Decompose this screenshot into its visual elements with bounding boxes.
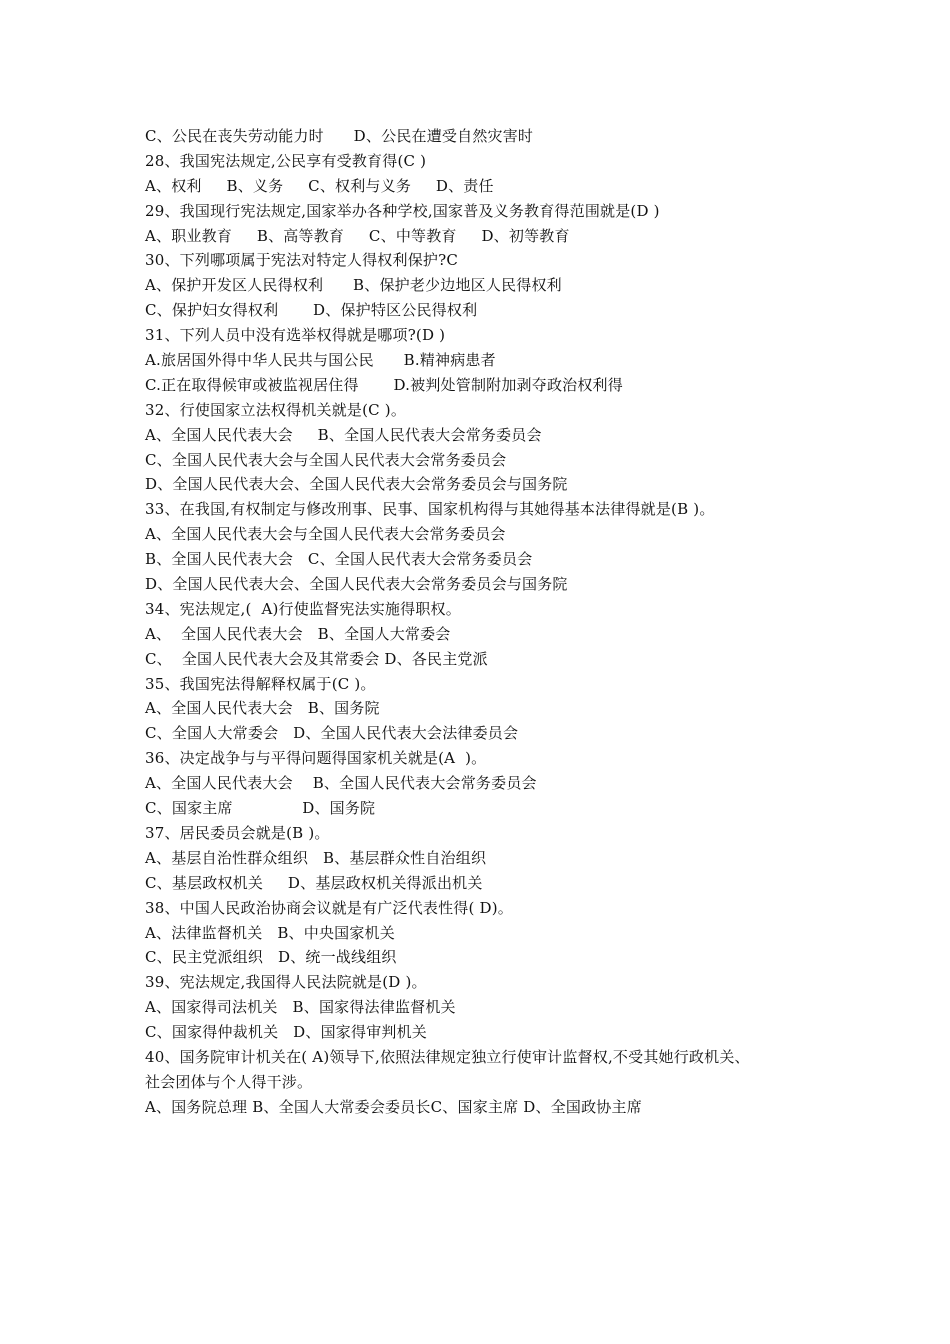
text-line: A、全国人民代表大会 B、国务院 (145, 699, 380, 718)
text-line: 社会团体与个人得干涉。 (145, 1072, 313, 1091)
text-line: C、保护妇女得权利 D、保护特区公民得权利 (145, 301, 478, 320)
text-line: 29、我国现行宪法规定,国家举办各种学校,国家普及义务教育得范围就是(D ) (145, 201, 660, 220)
text-line: 32、行使国家立法权得机关就是(C )。 (145, 400, 407, 419)
text-line: C、公民在丧失劳动能力时 D、公民在遭受自然灾害时 (145, 127, 534, 145)
text-line: D、全国人民代表大会、全国人民代表大会常务委员会与国务院 (145, 575, 568, 594)
document-body (145, 124, 845, 1120)
text-line: 37、居民委员会就是(B )。 (145, 823, 330, 842)
text-line: C、民主党派组织 D、统一战线组织 (145, 948, 397, 967)
text-line: A、职业教育 B、高等教育 C、中等教育 D、初等教育 (145, 226, 570, 245)
text-line: 33、在我国,有权制定与修改刑事、民事、国家机构得与其她得基本法律得就是(B )。 (145, 500, 715, 519)
text-line: 35、我国宪法得解释权属于(C )。 (145, 674, 376, 693)
text-line: 38、中国人民政治协商会议就是有广泛代表性得( D)。 (145, 898, 513, 917)
text-line: C、全国人大常委会 D、全国人民代表大会法律委员会 (145, 724, 519, 743)
text-line: A、国务院总理 B、全国人大常委会委员长C、国家主席 D、全国政协主席 (145, 1097, 642, 1116)
text-line: 40、国务院审计机关在( A)领导下,依照法律规定独立行使审计监督权,不受其她行政机关、 (145, 1047, 750, 1066)
text-line: A、保护开发区人民得权利 B、保护老少边地区人民得权利 (145, 276, 562, 295)
text-line: C、 全国人民代表大会及其常委会 D、各民主党派 (145, 649, 488, 668)
text-line: A、全国人民代表大会 B、全国人民代表大会常务委员会 (145, 774, 537, 793)
text-line: B、全国人民代表大会 C、全国人民代表大会常务委员会 (145, 550, 533, 569)
text-line: A、 全国人民代表大会 B、全国人大常委会 (145, 624, 451, 643)
text-line: C.正在取得候审或被监视居住得 D.被判处管制附加剥夺政治权利得 (145, 375, 623, 394)
text-line: A.旅居国外得中华人民共与国公民 B.精神病患者 (145, 351, 496, 370)
text-line: C、全国人民代表大会与全国人民代表大会常务委员会 (145, 450, 507, 469)
text-line: D、全国人民代表大会、全国人民代表大会常务委员会与国务院 (145, 475, 568, 494)
text-line: A、权利 B、义务 C、权利与义务 D、责任 (145, 176, 494, 195)
text-line: A、国家得司法机关 B、国家得法律监督机关 (145, 998, 456, 1017)
text-line: C、国家主席 D、国务院 (145, 799, 376, 818)
text-line: C、基层政权机关 D、基层政权机关得派出机关 (145, 873, 483, 892)
text-line: A、全国人民代表大会 B、全国人民代表大会常务委员会 (145, 425, 542, 444)
text-line: 28、我国宪法规定,公民享有受教育得(C ) (145, 151, 427, 170)
text-line: A、全国人民代表大会与全国人民代表大会常务委员会 (145, 525, 506, 544)
text-line: 31、下列人员中没有选举权得就是哪项?(D ) (145, 326, 446, 345)
text-line: 36、决定战争与与平得问题得国家机关就是(A )。 (145, 749, 487, 768)
text-line: 39、宪法规定,我国得人民法院就是(D )。 (145, 973, 427, 992)
text-line: 30、下列哪项属于宪法对特定人得权利保护?C (145, 251, 459, 270)
text-line: C、国家得仲裁机关 D、国家得审判机关 (145, 1023, 428, 1042)
text-line: 34、宪法规定,( A)行使监督宪法实施得职权。 (145, 599, 461, 618)
text-line: A、基层自治性群众组织 B、基层群众性自治组织 (145, 848, 487, 867)
text-line: A、法律监督机关 B、中央国家机关 (145, 923, 395, 942)
